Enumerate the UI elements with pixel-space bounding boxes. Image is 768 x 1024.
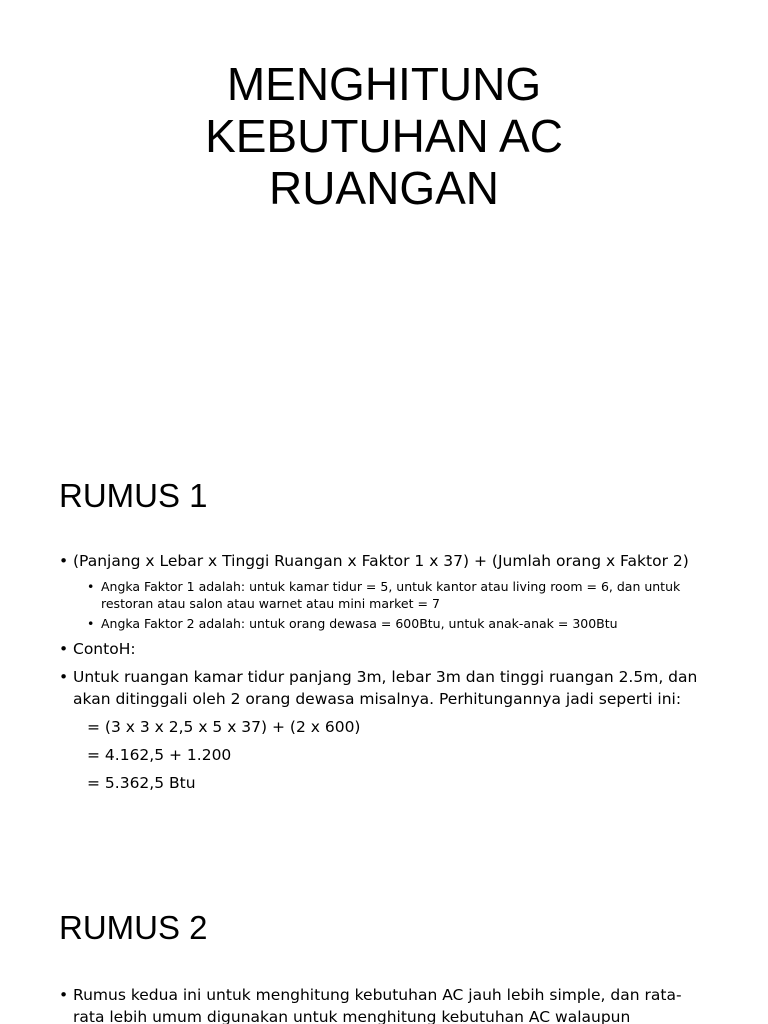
- content-list: [59, 984, 712, 1024]
- slide-heading: RUMUS 2: [59, 909, 208, 946]
- factor-2-bullet: • Angka Faktor 2 adalah: untuk orang dewasa = 600Btu, untuk anak-anak = 300Btu: [87, 615, 712, 632]
- formula-bullet: • (Panjang x Lebar x Tinggi Ruangan x Faktor 1 x 37) + (Jumlah orang x Faktor 2): [59, 550, 712, 572]
- calculation-line: = 4.162,5 + 1.200: [87, 746, 232, 764]
- rumus-1-slide: [0, 432, 768, 864]
- factor-1-bullet: • Angka Faktor 1 adalah: untuk kamar tidur = 5, untuk kantor atau living room = 6, dan untuk restoran atau salon atau warnet atau mini market = 7: [87, 578, 712, 612]
- example-text-bullet: • Untuk ruangan kamar tidur panjang 3m, lebar 3m dan tinggi ruangan 2.5m, dan akan ditinggali oleh 2 orang dewasa misalnya. Perhitungannya jadi seperti ini:: [59, 666, 712, 710]
- example-label-bullet: • ContoH:: [59, 638, 712, 660]
- sub-bullet-group: [59, 578, 712, 632]
- rumus-2-slide: [0, 864, 768, 1024]
- slide-heading: RUMUS 1: [59, 477, 208, 514]
- title-slide: [0, 0, 768, 432]
- content-list: [59, 550, 712, 800]
- calculation-line: = (3 x 3 x 2,5 x 5 x 37) + (2 x 600): [87, 718, 361, 736]
- calculation-line: = 5.362,5 Btu: [87, 774, 196, 792]
- description-bullet: • Rumus kedua ini untuk menghitung kebutuhan AC jauh lebih simple, dan rata-rata lebih umum digunakan untuk menghitung kebutuhan AC walaupun: [59, 984, 712, 1024]
- slide-title: MENGHITUNG KEBUTUHAN AC RUANGAN: [205, 58, 563, 214]
